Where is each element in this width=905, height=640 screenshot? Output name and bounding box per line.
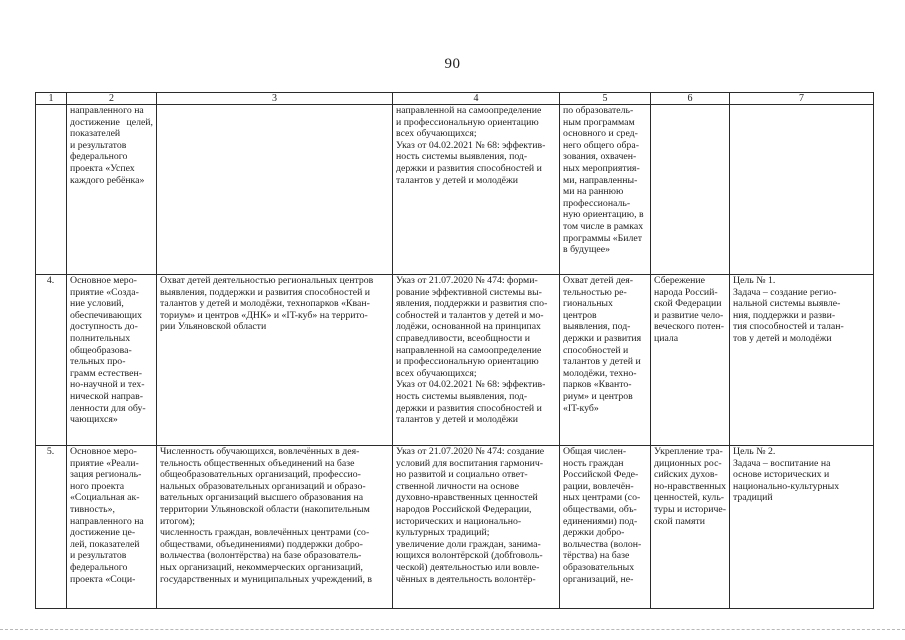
column-header-3: 3 bbox=[157, 93, 393, 105]
goal-task-cell: Цель № 2. Задача – воспитание на основе исторических и национально-культурных традиций bbox=[730, 446, 874, 609]
target-indicator-cell: по образователь- ным программам основного и сред- него общего обра- зования, охвачен- ных мероприятия- ми, направленны- ми на раннюю профессиональ- ную ориентацию, в том числе в рамках программы «Билет в будущее» bbox=[560, 105, 651, 275]
row-number bbox=[36, 105, 67, 275]
document-cell: направленной на самоопределение и профессиональную ориентацию всех обучающихся; Указ от 04.02.2021 № 68: эффектив- ность системы выявления, под- держки и развития способностей и талантов у детей и молодёжи bbox=[393, 105, 560, 275]
scan-edge-line bbox=[0, 629, 905, 630]
column-header-1: 1 bbox=[36, 93, 67, 105]
column-header-2: 2 bbox=[67, 93, 157, 105]
table-row bbox=[36, 275, 874, 446]
target-indicator-cell: Охват детей дея- тельностью ре- гиональных центров выявления, под- держки и развития способностей и талантов у детей и молодёжи, техно- парков «Кванто- риум» и центров «IT-куб» bbox=[560, 275, 651, 446]
page-number: 90 bbox=[444, 56, 461, 72]
goal-task-cell bbox=[730, 105, 874, 275]
row-number: 5. bbox=[36, 446, 67, 609]
national-goal-cell: Укрепление тра- диционных рос- сийских духов- но-нравственных ценностей, куль- туры и историче- ской памяти bbox=[651, 446, 730, 609]
row-number: 4. bbox=[36, 275, 67, 446]
national-goal-cell bbox=[651, 105, 730, 275]
header-row bbox=[36, 93, 874, 105]
column-header-7: 7 bbox=[730, 93, 874, 105]
event-cell: Основное меро- приятие «Созда- ние условий, обеспечивающих доступность до- полнительных общеобразова- тельных про- грамм естествен- но-научной и тех- нической направ- ленности для обу- чающихся» bbox=[67, 275, 157, 446]
target-indicator-cell: Общая числен- ность граждан Российской Феде- рации, вовлечён- ных центрами (со- обществами, объ- единениями) под- держки добро- вольчества (волон- тёрства) на базе образовательных организаций, не- bbox=[560, 446, 651, 609]
national-goal-cell: Сбережение народа Россий- ской Федерации и развитие чело- веческого потен- циала bbox=[651, 275, 730, 446]
activities-table bbox=[35, 92, 874, 609]
document-cell: Указ от 21.07.2020 № 474: форми- рование эффективной системы вы- явления, поддержки и развития спо- собностей и талантов у детей и мо- лодёжи, основанной на принципах справедливости, всеобщности и направленной на самоопределение и профессиональную ориентацию всех обучающихся; Указ от 04.02.2021 № 68: эффектив- ность системы выявления, под- держки и развития способностей и талантов у детей и молодёжи bbox=[393, 275, 560, 446]
column-header-6: 6 bbox=[651, 93, 730, 105]
indicator-cell bbox=[157, 105, 393, 275]
event-cell: Основное меро- приятие «Реали- зация региональ- ного проекта «Социальная ак- тивность», направленного на достижение це- лей, показателей и результатов федерального проекта «Соци- bbox=[67, 446, 157, 609]
table-row bbox=[36, 446, 874, 609]
document-cell: Указ от 21.07.2020 № 474: создание условий для воспитания гармонич- но развитой и социально ответ- ственной личности на основе духовно-нравственных ценностей народов Российской Федерации, исторических и национально- культурных традиций; увеличение доли граждан, занима- ющихся волонтёрской (добfroволь- ческой) деятельностью или вовле- чённых в деятельность волонтёр- bbox=[393, 446, 560, 609]
indicator-cell: Численность обучающихся, вовлечённых в дея- тельность общественных объединений на базе общеобразовательных организаций, профессио- нальных образовательных организаций и образо- вательных организаций высшего образования на территории Ульяновской области (накопительным итогом); численность граждан, вовлечённых центрами (со- обществами, объединениями) поддержки добро- вольчества (волонтёрства) на базе образователь- ных организаций, некоммерческих организаций, государственных и муниципальных учреждений, в bbox=[157, 446, 393, 609]
column-header-5: 5 bbox=[560, 93, 651, 105]
goal-task-cell: Цель № 1. Задача – создание регио- нальной системы выявле- ния, поддержки и разви- тия способностей и талан- тов у детей и молодёжи bbox=[730, 275, 874, 446]
indicator-cell: Охват детей деятельностью региональных центров выявления, поддержки и развития способностей и талантов у детей и молодёжи, технопарков «Кван- ториум» и центров «ДНК» и «IT-куб» на террито- рии Ульяновской области bbox=[157, 275, 393, 446]
event-cell: направленного на достижение целей, показателей и результатов федерального проекта «Успех каждого ребёнка» bbox=[67, 105, 157, 275]
column-header-4: 4 bbox=[393, 93, 560, 105]
table-row bbox=[36, 105, 874, 275]
